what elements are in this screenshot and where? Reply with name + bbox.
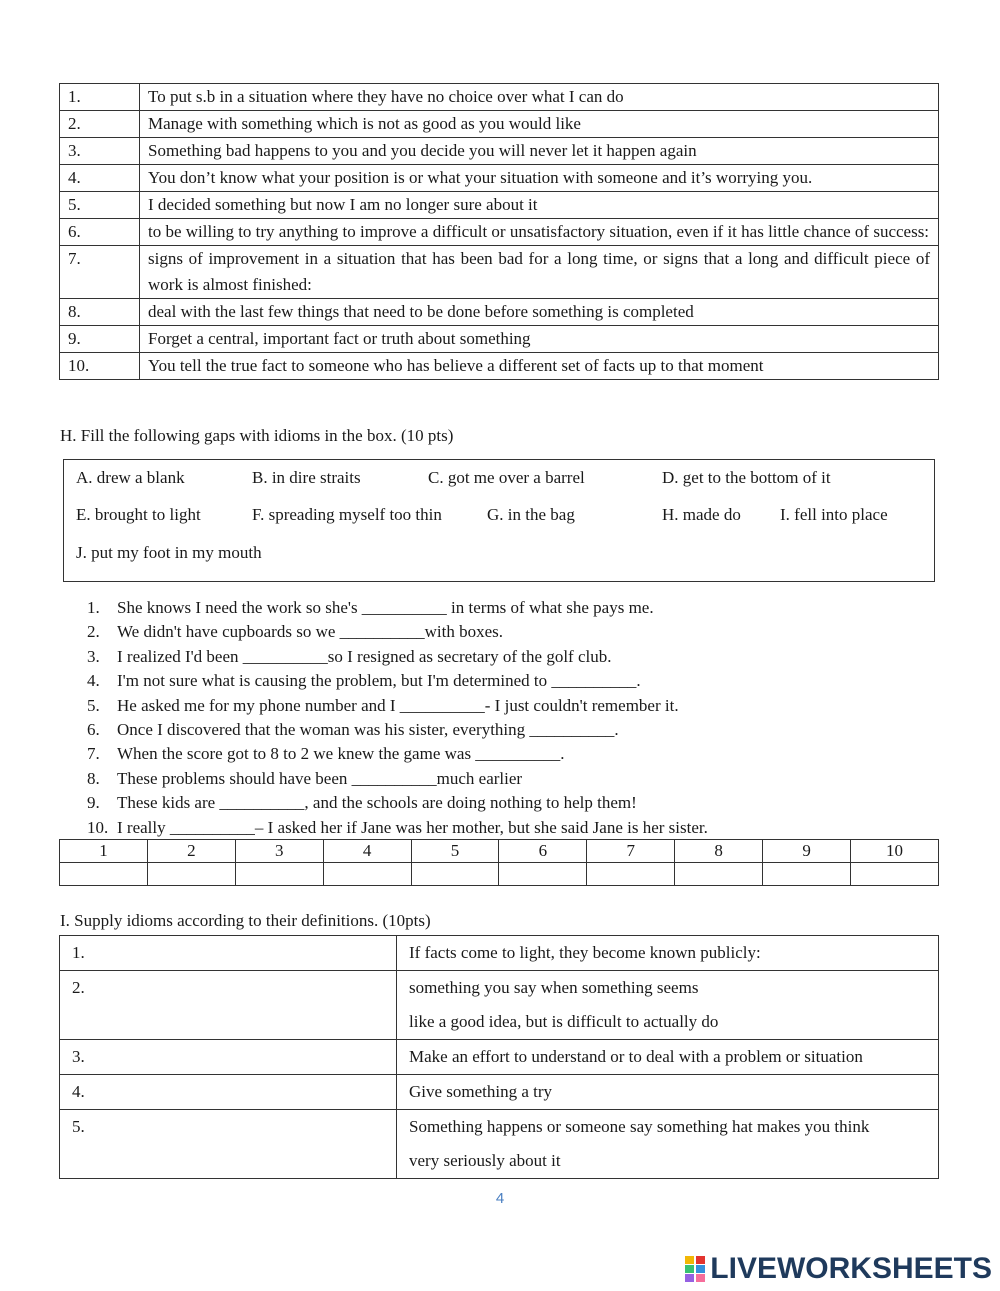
answer-header: 9 bbox=[763, 840, 851, 863]
list-item bbox=[87, 620, 708, 644]
definition-text: signs of improvement in a situation that has been bad for a long time, or signs that a long and difficult piece of work is almost finished: bbox=[140, 246, 939, 299]
row-number: 1. bbox=[60, 84, 140, 111]
answer-header: 2 bbox=[147, 840, 235, 863]
table-row bbox=[60, 84, 939, 111]
liveworksheets-logo bbox=[684, 1252, 992, 1286]
item-text: These problems should have been __________much earlier bbox=[117, 768, 523, 788]
item-number: 10. bbox=[87, 817, 109, 837]
row-number: 4. bbox=[72, 1082, 85, 1101]
section-h-title: H. Fill the following gaps with idioms in the box. (10 pts) bbox=[60, 426, 454, 445]
option-c: C. got me over a barrel bbox=[428, 468, 585, 487]
definition-text: Something bad happens to you and you decide you will never let it happen again bbox=[140, 138, 939, 165]
answer-header: 5 bbox=[411, 840, 499, 863]
item-text: I really __________– I asked her if Jane was her mother, but she said Jane is her sister. bbox=[117, 817, 708, 837]
gap-fill-list bbox=[87, 596, 708, 840]
option-a: A. drew a blank bbox=[76, 468, 185, 487]
definition-cell bbox=[397, 1110, 939, 1179]
answer-cell-9[interactable] bbox=[763, 863, 851, 886]
list-item bbox=[87, 742, 708, 766]
answer-cell[interactable] bbox=[60, 1075, 397, 1110]
option-g: G. in the bag bbox=[487, 505, 575, 524]
definition-line: very seriously about it bbox=[409, 1151, 561, 1170]
table-row bbox=[60, 353, 939, 380]
definition-line: something you say when something seems bbox=[409, 978, 699, 997]
item-number: 4. bbox=[87, 671, 100, 691]
item-number: 7. bbox=[87, 744, 100, 764]
answer-header: 10 bbox=[851, 840, 939, 863]
answer-header: 8 bbox=[675, 840, 763, 863]
row-number: 10. bbox=[60, 353, 140, 380]
item-text: I'm not sure what is causing the problem, but I'm determined to __________. bbox=[117, 671, 641, 691]
definition-text: You tell the true fact to someone who has believe a different set of facts up to that moment bbox=[140, 353, 939, 380]
item-text: These kids are __________, and the schools are doing nothing to help them! bbox=[117, 793, 637, 813]
definition-text: You don’t know what your position is or what your situation with someone and it’s worrying you. bbox=[140, 165, 939, 192]
answer-cell[interactable] bbox=[60, 971, 397, 1040]
answer-cell-1[interactable] bbox=[60, 863, 148, 886]
item-text: Once I discovered that the woman was his sister, everything __________. bbox=[117, 720, 619, 740]
definition-line: Give something a try bbox=[409, 1082, 553, 1101]
table-row bbox=[60, 111, 939, 138]
row-number: 5. bbox=[60, 192, 140, 219]
option-h: H. made do bbox=[662, 505, 741, 524]
answer-header: 4 bbox=[323, 840, 411, 863]
row-number: 5. bbox=[72, 1117, 85, 1136]
answer-cell[interactable] bbox=[60, 936, 397, 971]
answer-grid bbox=[59, 839, 939, 886]
item-text: I realized I'd been __________so I resigned as secretary of the golf club. bbox=[117, 646, 612, 666]
list-item bbox=[87, 767, 708, 791]
item-text: He asked me for my phone number and I __________- I just couldn't remember it. bbox=[117, 695, 679, 715]
item-text: We didn't have cupboards so we __________with boxes. bbox=[117, 622, 504, 642]
answer-header-row bbox=[60, 840, 939, 863]
row-number: 2. bbox=[72, 978, 85, 997]
item-text: She knows I need the work so she's __________ in terms of what she pays me. bbox=[117, 598, 654, 617]
list-item bbox=[87, 791, 708, 815]
table-row bbox=[60, 936, 939, 971]
table-row bbox=[60, 219, 939, 246]
table-row bbox=[60, 165, 939, 192]
answer-cell[interactable] bbox=[60, 1110, 397, 1179]
item-number: 8. bbox=[87, 768, 100, 788]
row-number: 1. bbox=[72, 943, 85, 962]
table-row bbox=[60, 192, 939, 219]
item-text: When the score got to 8 to 2 we knew the game was __________. bbox=[117, 744, 565, 764]
answer-cell-7[interactable] bbox=[587, 863, 675, 886]
answer-header: 7 bbox=[587, 840, 675, 863]
answer-cell-3[interactable] bbox=[235, 863, 323, 886]
row-number: 2. bbox=[60, 111, 140, 138]
option-e: E. brought to light bbox=[76, 505, 201, 524]
definition-line: If facts come to light, they become known publicly: bbox=[409, 943, 761, 962]
list-item bbox=[87, 669, 708, 693]
definition-line: Something happens or someone say something hat makes you think bbox=[409, 1117, 870, 1136]
row-number: 8. bbox=[60, 299, 140, 326]
list-item bbox=[87, 718, 708, 742]
answer-cell[interactable] bbox=[60, 1040, 397, 1075]
answer-input-row bbox=[60, 863, 939, 886]
definition-cell bbox=[397, 971, 939, 1040]
section-i-title: I. Supply idioms according to their definitions. (10pts) bbox=[60, 911, 431, 930]
definition-text: To put s.b in a situation where they have no choice over what I can do bbox=[140, 84, 939, 111]
definition-cell bbox=[397, 936, 939, 971]
option-i: I. fell into place bbox=[780, 505, 888, 524]
answer-cell-8[interactable] bbox=[675, 863, 763, 886]
answer-header: 6 bbox=[499, 840, 587, 863]
option-f: F. spreading myself too thin bbox=[252, 505, 442, 524]
row-number: 4. bbox=[60, 165, 140, 192]
table-row bbox=[60, 326, 939, 353]
idiom-box bbox=[63, 459, 935, 582]
option-j: J. put my foot in my mouth bbox=[76, 543, 262, 562]
table-row bbox=[60, 1040, 939, 1075]
table-row bbox=[60, 971, 939, 1040]
answer-cell-2[interactable] bbox=[147, 863, 235, 886]
answer-cell-4[interactable] bbox=[323, 863, 411, 886]
list-item bbox=[87, 645, 708, 669]
table-row bbox=[60, 138, 939, 165]
definition-text: deal with the last few things that need to be done before something is completed bbox=[140, 299, 939, 326]
row-number: 3. bbox=[60, 138, 140, 165]
definitions-table bbox=[59, 83, 939, 380]
definition-line: Make an effort to understand or to deal with a problem or situation bbox=[409, 1047, 863, 1066]
answer-cell-6[interactable] bbox=[499, 863, 587, 886]
item-number: 3. bbox=[87, 646, 100, 666]
definition-line: like a good idea, but is difficult to actually do bbox=[409, 1012, 719, 1031]
definition-text: to be willing to try anything to improve a difficult or unsatisfactory situation, even if it has little chance of success: bbox=[140, 219, 939, 246]
answer-cell-5[interactable] bbox=[411, 863, 499, 886]
definition-text: I decided something but now I am no longer sure about it bbox=[140, 192, 939, 219]
item-number: 2. bbox=[87, 622, 100, 642]
answer-header: 3 bbox=[235, 840, 323, 863]
option-b: B. in dire straits bbox=[252, 468, 361, 487]
item-number: 5. bbox=[87, 695, 100, 715]
table-row bbox=[60, 246, 939, 299]
table-row bbox=[60, 1075, 939, 1110]
item-number: 6. bbox=[87, 720, 100, 740]
answer-cell-10[interactable] bbox=[851, 863, 939, 886]
definition-text: Manage with something which is not as good as you would like bbox=[140, 111, 939, 138]
option-d: D. get to the bottom of it bbox=[662, 468, 831, 487]
table-row bbox=[60, 1110, 939, 1179]
definition-cell bbox=[397, 1075, 939, 1110]
answer-header: 1 bbox=[60, 840, 148, 863]
table-row bbox=[60, 299, 939, 326]
definition-cell bbox=[397, 1040, 939, 1075]
supply-idioms-table bbox=[59, 935, 939, 1179]
row-number: 9. bbox=[60, 326, 140, 353]
logo-mark-icon bbox=[684, 1254, 706, 1284]
page-number: 4 bbox=[495, 1190, 505, 1207]
list-item bbox=[87, 816, 708, 840]
logo-text: LIVEWORKSHEETS bbox=[710, 1252, 992, 1285]
list-item bbox=[87, 596, 708, 620]
row-number: 7. bbox=[60, 246, 140, 299]
list-item bbox=[87, 694, 708, 718]
definition-text: Forget a central, important fact or truth about something bbox=[140, 326, 939, 353]
row-number: 6. bbox=[60, 219, 140, 246]
item-number: 1. bbox=[87, 598, 100, 617]
row-number: 3. bbox=[72, 1047, 85, 1066]
item-number: 9. bbox=[87, 793, 100, 813]
